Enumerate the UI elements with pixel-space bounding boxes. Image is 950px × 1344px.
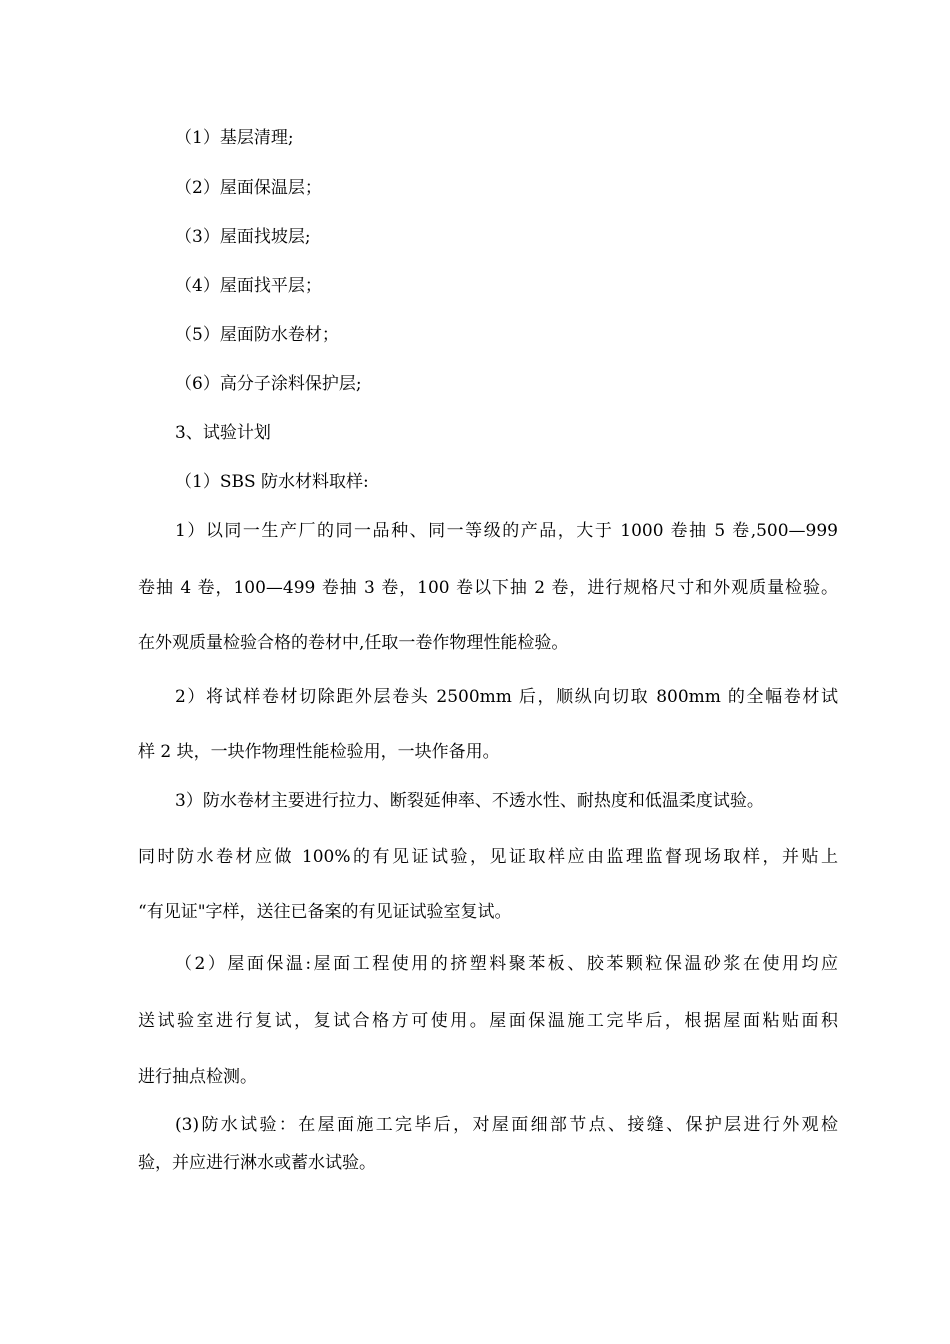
paragraph-5-line-2: 验，并应进行淋水或蓄水试验。 — [138, 1153, 376, 1173]
paragraph-3-line-2: 同时防水卷材应做 100%的有见证试验，见证取样应由监理监督现场取样，并贴上 — [138, 847, 838, 867]
paragraph-3-line-1: 3）防水卷材主要进行拉力、断裂延伸率、不透水性、耐热度和低温柔度试验。 — [175, 791, 764, 811]
paragraph-5-line-1: (3)防水试验：在屋面施工完毕后，对屋面细部节点、接缝、保护层进行外观检 — [175, 1115, 838, 1135]
paragraph-4-line-1: （2）屋面保温:屋面工程使用的挤塑料聚苯板、胶苯颗粒保温砂浆在使用均应 — [175, 954, 838, 974]
paragraph-4-line-2: 送试验室进行复试，复试合格方可使用。屋面保温施工完毕后，根据屋面粘贴面积 — [138, 1011, 838, 1031]
paragraph-1-line-2: 卷抽 4 卷，100—499 卷抽 3 卷，100 卷以下抽 2 卷，进行规格尺寸和外观质量检验。 — [138, 578, 838, 598]
paragraph-2-line-2: 样 2 块，一块作物理性能检验用，一块作备用。 — [138, 742, 500, 762]
list-item-roof-slope: （3）屋面找坡层; — [175, 227, 311, 247]
paragraph-1-line-3: 在外观质量检验合格的卷材中,任取一卷作物理性能检验。 — [138, 633, 569, 653]
list-item-base-cleaning: （1）基层清理; — [175, 128, 294, 148]
paragraph-4-line-3: 进行抽点检测。 — [138, 1067, 257, 1087]
sbs-sampling-heading: （1）SBS 防水材料取样: — [175, 472, 369, 492]
paragraph-2-line-1: 2）将试样卷材切除距外层卷头 2500mm 后，顺纵向切取 800mm 的全幅卷材试 — [175, 687, 838, 707]
paragraph-1-line-1: 1）以同一生产厂的同一品种、同一等级的产品，大于 1000 卷抽 5 卷,500—999 — [175, 521, 838, 541]
list-item-roof-leveling: （4）屋面找平层； — [175, 276, 322, 296]
list-item-polymer-coating: （6）高分子涂料保护层; — [175, 374, 362, 394]
paragraph-3-line-3: “有见证"字样，送往已备案的有见证试验室复试。 — [138, 902, 512, 922]
section-heading: 3、试验计划 — [175, 423, 271, 443]
list-item-roof-insulation: （2）屋面保温层； — [175, 178, 322, 198]
list-item-waterproof-membrane: （5）屋面防水卷材； — [175, 325, 339, 345]
